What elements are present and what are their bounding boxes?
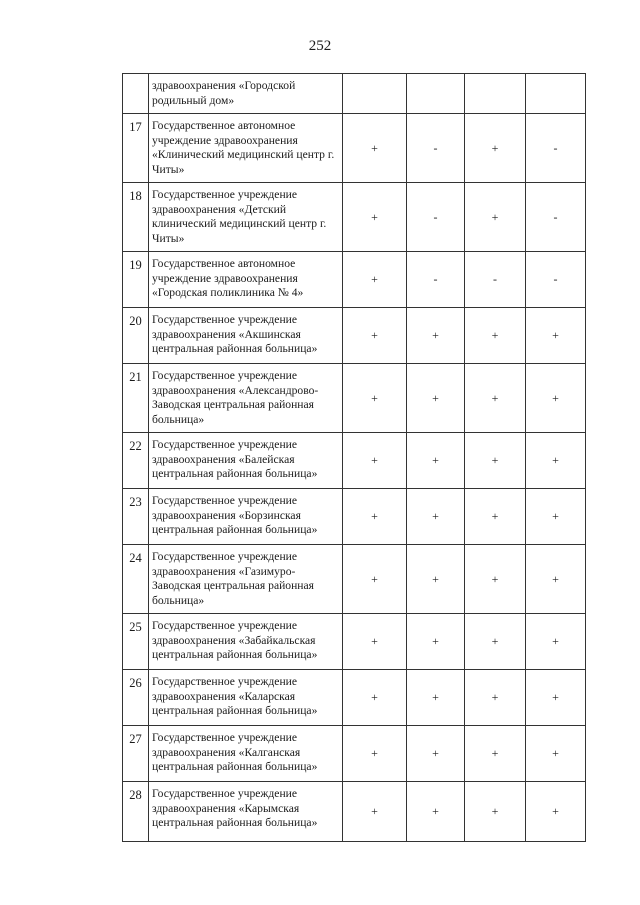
institution-name: Государственное учреждение здравоохранения «Карымская центральная районная больница» (149, 782, 343, 842)
mark-cell: + (407, 364, 465, 433)
row-number: 25 (123, 614, 149, 670)
mark-cell: + (343, 114, 407, 183)
row-number: 23 (123, 489, 149, 545)
mark-cell: + (526, 782, 586, 842)
mark-cell: + (465, 782, 526, 842)
mark-cell: + (343, 183, 407, 252)
mark-cell: - (526, 252, 586, 308)
mark-cell: + (465, 614, 526, 670)
table-body (123, 74, 586, 842)
table-row (123, 782, 586, 842)
mark-cell: + (465, 114, 526, 183)
mark-cell: + (343, 433, 407, 489)
table-row (123, 308, 586, 364)
mark-cell: + (407, 782, 465, 842)
table-row (123, 670, 586, 726)
institution-name: Государственное учреждение здравоохранения «Александрово-Заводская центральная районная больница» (149, 364, 343, 433)
row-number: 24 (123, 545, 149, 614)
mark-cell: + (407, 489, 465, 545)
institutions-table (122, 73, 586, 842)
mark-cell: + (465, 670, 526, 726)
table-row (123, 364, 586, 433)
mark-cell: + (343, 364, 407, 433)
table-row (123, 114, 586, 183)
institution-name: Государственное учреждение здравоохранения «Акшинская центральная районная больница» (149, 308, 343, 364)
mark-cell: + (407, 308, 465, 364)
row-number: 27 (123, 726, 149, 782)
mark-cell: + (407, 614, 465, 670)
mark-cell: + (343, 545, 407, 614)
mark-cell: + (526, 614, 586, 670)
institution-name: Государственное учреждение здравоохранения «Газимуро-Заводская центральная районная больница» (149, 545, 343, 614)
mark-cell: + (343, 782, 407, 842)
mark-cell: + (526, 670, 586, 726)
mark-cell: + (526, 545, 586, 614)
mark-cell: + (343, 252, 407, 308)
row-number: 20 (123, 308, 149, 364)
row-number: 21 (123, 364, 149, 433)
mark-cell: - (526, 114, 586, 183)
mark-cell: + (526, 433, 586, 489)
institution-name: здравоохранения «Городской родильный дом» (149, 74, 343, 114)
institution-name: Государственное учреждение здравоохранения «Детский клинический медицинский центр г. Читы» (149, 183, 343, 252)
mark-cell (343, 74, 407, 114)
mark-cell: - (407, 114, 465, 183)
table-row (123, 726, 586, 782)
mark-cell (526, 74, 586, 114)
mark-cell: + (407, 670, 465, 726)
mark-cell: + (526, 726, 586, 782)
institution-name: Государственное учреждение здравоохранения «Балейская центральная районная больница» (149, 433, 343, 489)
table-row (123, 74, 586, 114)
institution-name: Государственное автономное учреждение здравоохранения «Клинический медицинский центр г. Читы» (149, 114, 343, 183)
institution-name: Государственное учреждение здравоохранения «Борзинская центральная районная больница» (149, 489, 343, 545)
mark-cell: + (407, 545, 465, 614)
page-number: 252 (308, 38, 332, 54)
mark-cell: + (465, 183, 526, 252)
mark-cell: + (465, 433, 526, 489)
mark-cell: + (343, 726, 407, 782)
institution-name: Государственное учреждение здравоохранения «Калганская центральная районная больница» (149, 726, 343, 782)
mark-cell: + (465, 545, 526, 614)
mark-cell: + (407, 726, 465, 782)
table-row (123, 614, 586, 670)
mark-cell: + (407, 433, 465, 489)
mark-cell: - (526, 183, 586, 252)
mark-cell: + (343, 308, 407, 364)
mark-cell: + (343, 614, 407, 670)
mark-cell: + (343, 670, 407, 726)
mark-cell: - (407, 183, 465, 252)
row-number: 26 (123, 670, 149, 726)
institution-name: Государственное автономное учреждение здравоохранения «Городская поликлиника № 4» (149, 252, 343, 308)
mark-cell: + (526, 308, 586, 364)
mark-cell: + (526, 489, 586, 545)
mark-cell: + (465, 489, 526, 545)
table-row (123, 183, 586, 252)
row-number: 18 (123, 183, 149, 252)
row-number: 17 (123, 114, 149, 183)
table-row (123, 433, 586, 489)
row-number: 22 (123, 433, 149, 489)
mark-cell: + (526, 364, 586, 433)
mark-cell (465, 74, 526, 114)
mark-cell: - (465, 252, 526, 308)
table-row (123, 252, 586, 308)
mark-cell: + (465, 308, 526, 364)
row-number: 28 (123, 782, 149, 842)
institution-name: Государственное учреждение здравоохранения «Каларская центральная районная больница» (149, 670, 343, 726)
row-number (123, 74, 149, 114)
table-row (123, 489, 586, 545)
mark-cell: + (465, 726, 526, 782)
mark-cell: - (407, 252, 465, 308)
mark-cell (407, 74, 465, 114)
mark-cell: + (465, 364, 526, 433)
mark-cell: + (343, 489, 407, 545)
table-row (123, 545, 586, 614)
institution-name: Государственное учреждение здравоохранения «Забайкальская центральная районная больница» (149, 614, 343, 670)
row-number: 19 (123, 252, 149, 308)
